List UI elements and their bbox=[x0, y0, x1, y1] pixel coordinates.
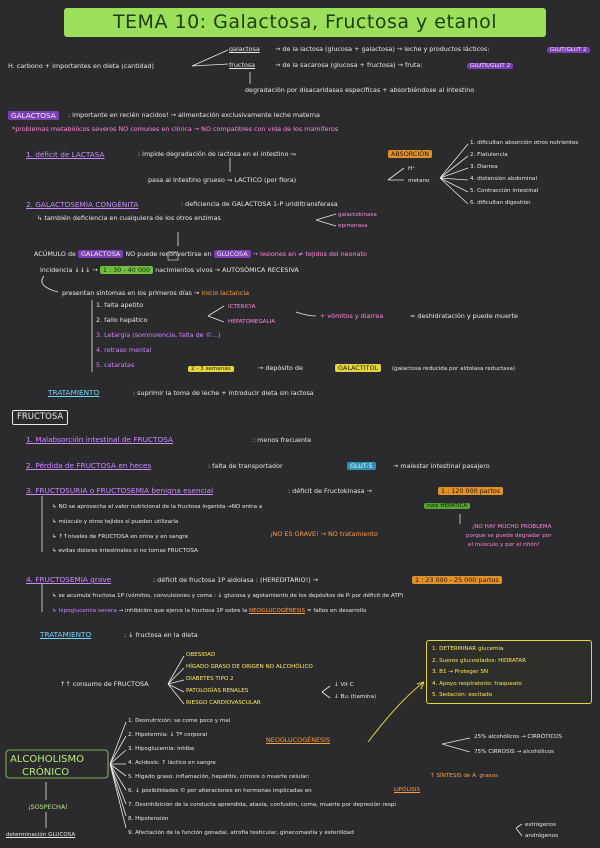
cirrosis-1: 25% alcohólicos → CIRRÓTICOS bbox=[474, 734, 563, 740]
f4-title: 4. FRUCTOSEMIA grave bbox=[26, 575, 112, 584]
f2-glut5: GLUT-5 bbox=[347, 462, 376, 471]
s1-h: H⁺ bbox=[408, 166, 416, 172]
alcohol-item-1: 1. Desnutrición: se come poco y mal bbox=[128, 718, 231, 724]
f4-text: : déficit de fructosa 1P aldolasa : (HEREDITARIO!) → bbox=[153, 576, 319, 584]
s2-e2: epimerasa bbox=[338, 223, 368, 229]
presentan: presentan síntomas en los primeros días → inicio lactancia bbox=[62, 289, 250, 297]
intro-degradacion: degradación por disacaridasas específicas + absorbiéndose al intestino bbox=[245, 86, 475, 94]
alc-neo: NEOGLUCOGÉNESIS bbox=[266, 736, 331, 744]
symptom-item-3: 3. Letargia (somnolencia, falta de ©...) bbox=[96, 331, 221, 339]
alcohol-item-8: 8. Hipotensión bbox=[128, 816, 169, 822]
trat-fru-text: : ↓ fructosa en la dieta bbox=[124, 631, 198, 639]
intro-r2: → de la sacarosa (glucosa + fructosa) → fruta: bbox=[275, 61, 423, 69]
consumo: ↑↑ consumo de FRUCTOSA bbox=[60, 680, 149, 688]
risk-item-3: DIABETES TIPO 2 bbox=[186, 676, 234, 682]
f3-ruta: ruta HEPÁTICA bbox=[424, 502, 470, 511]
intro-galactosa: galactosa bbox=[229, 45, 260, 53]
alcohol-item-2: 2. Hipotermia: ↓ Tª corporal bbox=[128, 732, 208, 738]
alcohol-item-4: 4. Acidosis: ↑ láctico en sangre bbox=[128, 760, 216, 766]
acumulo: ACÚMULO de GALACTOSA NO puede reconvertirse en GLUCOSA → lesiones en ≠ tejidos del neonato bbox=[34, 250, 367, 258]
trat-gal-text: : suprimir la toma de leche + introducir dieta sin lactosa bbox=[133, 389, 314, 397]
alcohol-item-7: 7. Desinhibición de la conducta aprendida, ataxia, confusión, coma, muerte por depresión respi bbox=[128, 802, 396, 808]
androgenos: andrógenos bbox=[525, 833, 558, 839]
alcohol-label-2: CRÓNICO bbox=[22, 767, 70, 778]
f1-text: : menos frecuente bbox=[253, 436, 312, 444]
f3-side3: el músculo y por el riñón! bbox=[468, 542, 540, 548]
page-title: TEMA 10: Galactosa, Fructosa y etanol bbox=[64, 8, 546, 37]
symptom-item-1: 1. falta apetito bbox=[96, 301, 144, 309]
f3-l1: ↳ NO se aprovecha el valor nutricional de la fructosa ingerida →NO entra a bbox=[52, 504, 263, 510]
intro-fructosa: fructosa bbox=[229, 61, 256, 69]
alcohol-item-6: 6. ↓ posibilidades © por alteraciones en hormonas implicadas en bbox=[128, 788, 312, 794]
determinacion: determinación GLUCOSA bbox=[6, 832, 76, 838]
alcohol-item-9: 9. Afectación de la función gonadal, atrofia testicular, ginecomastia y esterilidad bbox=[128, 830, 354, 836]
f3-l3: ↳ ↑↑niveles de FRUCTOSA en orina y en sangre bbox=[52, 534, 189, 540]
trat-fru-label: TRATAMIENTO bbox=[40, 630, 92, 639]
s2-e1: galactokinasa bbox=[338, 212, 377, 218]
cat-text: → depósito de bbox=[258, 364, 303, 372]
vitb: ↓ B₁₂ (tiamina) bbox=[334, 694, 377, 700]
effect-item-1: 1. dificultan absorción otros nutrientes bbox=[470, 140, 579, 146]
trat-gal-label: TRATAMIENTO bbox=[48, 388, 100, 397]
effect-item-5: 5. Contracción intestinal bbox=[470, 188, 539, 194]
alcohol-item-5: 5. Hígado graso: inflamación, hepatitis, cirrosis o muerte celular: bbox=[128, 774, 310, 780]
vitc: ↓ Vit C bbox=[334, 682, 354, 688]
intro-left: H. carbono + importantes en dieta (cantidad) bbox=[8, 62, 155, 70]
risk-item-2: HÍGADO GRASO DE ORIGEN NO ALCOHÓLICO bbox=[186, 664, 313, 670]
intro-glut5: GLUT5/GLUT 2 bbox=[467, 62, 513, 71]
s1-text: : impide degradación de lactosa en el intestino ↝ bbox=[138, 150, 296, 158]
incidencia: incidencia ↓↓↓ → 1 : 30 - 40 000 nacimientos vivos → AUTOSÓMICA RECESIVA bbox=[40, 266, 299, 274]
fructosa-tag: FRUCTOSA bbox=[12, 410, 68, 425]
alcohol-item-3: 3. Hipoglucemia: inhibe bbox=[128, 746, 195, 752]
alcohol-label-1: ALCOHOLISMO bbox=[10, 754, 85, 765]
sospecha: ¡SOSPECHA! bbox=[28, 803, 68, 811]
s1-line2: pasa al Intestino grueso ↝ LACTICO (por flora) bbox=[148, 176, 297, 184]
symptom-item-2: 2. fallo hepático bbox=[96, 316, 148, 324]
galactosa-note: *problemas metabólicos severos NO comunes en clínica → NO compatibles con vida de los mamíferos bbox=[12, 125, 339, 133]
effect-item-4: 4. distensión abdominal bbox=[470, 176, 538, 182]
s2-text: : deficiencia de GALACTOSA 1-P uridiltransferasa bbox=[181, 200, 338, 208]
f2-text: : falta de transportador bbox=[208, 462, 283, 470]
symptom-item-4: 4. retraso mental bbox=[96, 346, 152, 354]
lipolisis: LIPÓLISIS bbox=[394, 787, 421, 793]
risk-item-1: OBESIDAD bbox=[186, 652, 216, 658]
symptom-item-5: 5. cataratas bbox=[96, 361, 135, 369]
f4-l1: ↳ se acumula fructosa 1P (vómitos, convulsiones y coma : ↓ glucosa y agotamiento de los depósitos de Pᵢ por déficit de ATP) bbox=[52, 593, 404, 599]
s2-title: 2. GALACTOSEMIA CONGÉNITA bbox=[26, 200, 139, 209]
f3-l2: ↳ músculo y otros tejidos sí pueden utilizarla bbox=[52, 519, 179, 525]
f3-text: : déficit de Fructokinasa → bbox=[288, 487, 372, 495]
effect-item-3: 3. Diarrea bbox=[470, 164, 498, 170]
s1-title: 1. déficit de LACTASA bbox=[26, 150, 105, 159]
f3-side1: ¡NO HAY MUCHO PROBLEMA bbox=[472, 524, 552, 530]
intro-r1: → de la lactosa (glucosa + galactosa) → leche y productos lácticos: bbox=[275, 45, 490, 53]
box-item-1: 1. DETERMINAR glucemia bbox=[432, 646, 504, 652]
deshidratacion: = deshidratación y puede muerte bbox=[410, 312, 518, 320]
risk-item-5: RIESGO CARDIOVASCULAR bbox=[186, 700, 261, 706]
f2-malestar: → malestar intestinal pasajero bbox=[393, 462, 490, 470]
effect-item-2: 2. Flatulencia bbox=[470, 152, 508, 158]
f2-title: 2. Pérdida de FRUCTOSA en heces bbox=[26, 461, 152, 470]
f3-side2: porque se puede degradar por bbox=[466, 533, 552, 539]
cirrosis-2: 75% CIRROSIS → alcohólicos bbox=[474, 749, 554, 755]
hepatomegalia: HEPATOMEGALIA bbox=[228, 319, 276, 325]
box-item-3: 3. B1 → Proteger SN bbox=[432, 669, 489, 675]
ictericia: ICTERICIA bbox=[228, 304, 256, 310]
estrogenos: estrógenos bbox=[525, 822, 557, 828]
box-item-4: 4. Apoyo respiratorio: traqueato bbox=[432, 680, 522, 687]
s1-metano: metano bbox=[408, 178, 430, 184]
galactosa-lead: : importante en recién nacidos! → alimentación exclusivamente leche materna bbox=[68, 111, 320, 119]
s1-absorcion: ABSORCIÓN bbox=[388, 150, 432, 159]
intro-glut2: GLUT/GLUT 2 bbox=[547, 46, 590, 55]
f3-l4: ↳ evitas dolores intestinales si no tomas FRUCTOSA bbox=[52, 548, 198, 554]
f1-title: 1. Malabsorción intestinal de FRUCTOSA bbox=[26, 435, 173, 444]
f4-partos: 1 : 23 000 - 25 000 partos bbox=[412, 576, 502, 585]
f3-grave: ¡NO ES GRAVE! → NO tratamiento bbox=[270, 530, 378, 538]
f3-title: 3. FRUCTOSURIA o FRUCTOSEMIA benigna esencial bbox=[26, 486, 214, 495]
cat-note: (galactosa reducida por aldolasa reductasa) bbox=[392, 366, 516, 372]
galactosa-tag: GALACTOSA bbox=[8, 111, 59, 120]
cat-galactitol: GALACTITOL bbox=[335, 364, 381, 373]
box-item-5: 5. Sedación: excitado bbox=[432, 692, 493, 698]
sintesis: ↑ SÍNTESIS de Á. grasos bbox=[430, 773, 498, 779]
box-item-2: 2. Sueros glucosilados: HIDRATAR bbox=[432, 657, 527, 664]
f3-partos: 1 : 120 000 partos bbox=[438, 487, 503, 496]
effect-item-6: 6. dificultan digestión bbox=[470, 200, 531, 206]
f4-l2: ↳ hipoglucemia severa → inhibición que ejerce la fructosa 1P sobre la NEOGLUCOGÉNESIS = fallos en desarrollo bbox=[52, 608, 367, 614]
cat-weeks: 2 - 3 semanas bbox=[188, 365, 234, 374]
vomitos: + vómitos y diarrea bbox=[320, 312, 384, 320]
risk-item-4: PATOLOGÍAS RENALES bbox=[186, 688, 249, 694]
s2-also: ↳ también deficiencia en cualquiera de los otros enzimas bbox=[37, 214, 221, 222]
